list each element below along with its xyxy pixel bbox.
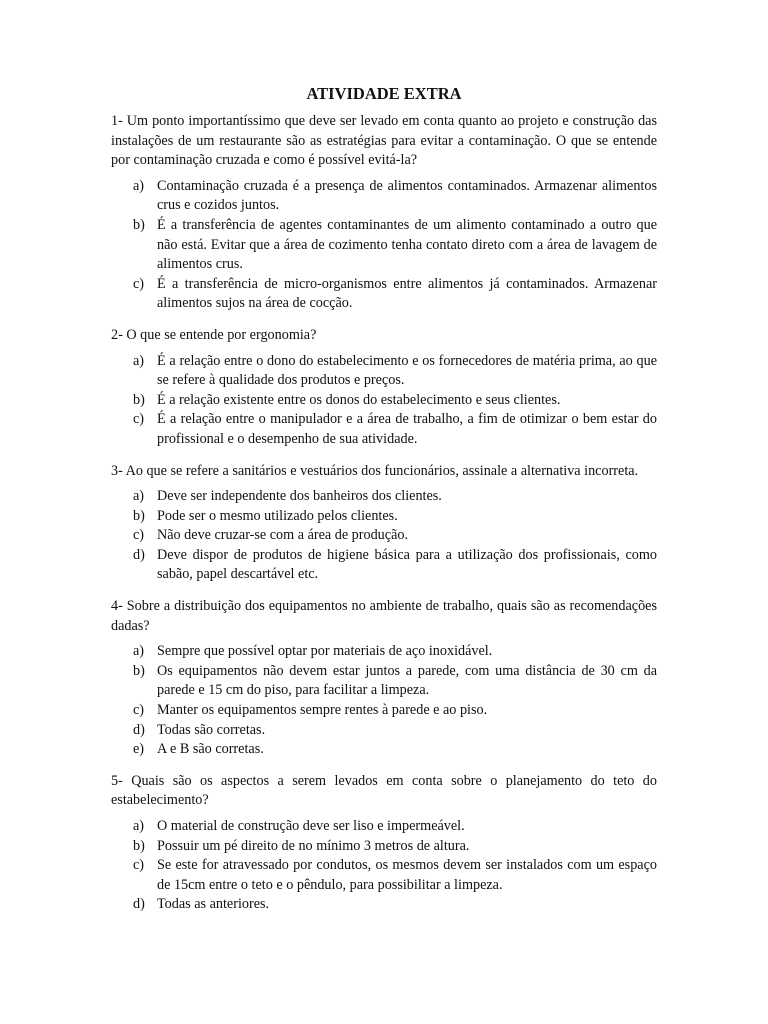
option-item [111,352,657,391]
option-letter: a) [133,643,145,660]
option-letter: b) [133,662,145,679]
option-item [111,546,657,585]
option-text: Se este for atravessado por condutos, os mesmos devem ser instalados com um espaço de 15cm entre o teto e o pêndulo, para possibilitar a limpeza. [157,857,657,893]
option-letter: b) [133,837,145,854]
option-letter: a) [133,352,145,369]
option-item [111,177,657,216]
question-2-text: 2- O que se entende por ergonomia? [111,326,317,343]
option-text: É a relação entre o manipulador e a área de trabalho, a fim de otimizar o bem estar do profissional e o desempenho de sua atividade. [157,411,657,447]
question-1 [111,112,657,314]
option-item [111,817,657,837]
question-4-text: 4- Sobre a distribuição dos equipamentos no ambiente de trabalho, quais são as recomendações dadas? [111,598,657,634]
option-letter: b) [133,216,145,233]
question-1-options [111,177,657,314]
question-5 [111,772,657,915]
option-item [111,856,657,895]
option-item [111,662,657,701]
question-5-options [111,817,657,915]
option-letter: a) [133,818,145,834]
option-item [111,391,657,411]
question-2 [111,326,657,450]
option-text: Todas são corretas. [157,721,266,738]
option-letter: b) [133,391,145,408]
document-title: ATIVIDADE EXTRA [306,84,462,103]
option-text: Sempre que possível optar por materiais de aço inoxidável. [157,643,493,660]
option-letter: d) [133,721,145,738]
option-text: O material de construção deve ser liso e impermeável. [157,818,465,834]
option-item [111,216,657,275]
option-text: Não deve cruzar-se com a área de produção. [157,527,409,544]
question-5-text: 5- Quais são os aspectos a serem levados em conta sobre o planejamento do teto do estabelecimento? [111,772,657,809]
option-item [111,507,657,527]
option-item [111,721,657,741]
question-3 [111,462,657,586]
option-item [111,275,657,314]
option-item [111,701,657,721]
option-item [111,526,657,546]
option-item [111,410,657,449]
option-text: Deve dispor de produtos de higiene básica para a utilização dos profissionais, como sabão, papel descartável etc. [157,546,657,583]
question-3-options [111,487,657,585]
question-4-options [111,642,657,760]
option-text: Pode ser o mesmo utilizado pelos clientes. [157,507,398,524]
option-letter: d) [133,896,145,913]
option-text: É a transferência de agentes contaminantes de um alimento contaminado a outro que não está. Evitar que a área de cozimento tenha contato direto com a área de lavagem de alimentos crus. [157,216,657,273]
question-1-text: 1- Um ponto importantíssimo que deve ser levado em conta quanto ao projeto e construção das instalações de um restaurante são as estratégias para evitar a contaminação. O que se entende por contaminação cruzada e como é possível evitá-la? [111,113,657,169]
document-page [111,84,657,927]
option-item [111,642,657,662]
option-text: Todas as anteriores. [157,896,270,913]
option-text: Contaminação cruzada é a presença de alimentos contaminados. Armazenar alimentos crus e cozidos juntos. [157,177,657,214]
option-item [111,895,657,915]
option-text: É a transferência de micro-organismos entre alimentos já contaminados. Armazenar alimentos sujos na área de cocção. [157,275,657,312]
option-letter: c) [133,411,145,428]
option-letter: d) [133,546,145,563]
option-item [111,487,657,507]
option-letter: e) [133,741,145,758]
option-text: Os equipamentos não devem estar juntos a parede, com uma distância de 30 cm da parede e 15 cm do piso, para facilitar a limpeza. [157,662,657,699]
option-text: Manter os equipamentos sempre rentes à parede e ao piso. [157,702,488,719]
option-letter: c) [133,702,145,719]
question-4 [111,597,657,760]
option-letter: c) [133,275,145,292]
option-text: É a relação existente entre os donos do estabelecimento e seus clientes. [157,391,561,408]
option-letter: b) [133,507,145,524]
option-letter: c) [133,857,145,874]
option-text: É a relação entre o dono do estabelecimento e os fornecedores de matéria prima, ao que se refere à qualidade dos produtos e preços. [157,352,657,389]
question-3-text: 3- Ao que se refere a sanitários e vestuários dos funcionários, assinale a alternativa incorreta. [111,462,639,479]
option-letter: a) [133,177,145,194]
option-letter: c) [133,527,145,544]
option-item [111,837,657,857]
option-text: A e B são corretas. [157,741,264,758]
question-2-options [111,352,657,450]
option-text: Possuir um pé direito de no mínimo 3 metros de altura. [157,837,470,854]
option-item [111,740,657,760]
option-letter: a) [133,488,145,505]
option-text: Deve ser independente dos banheiros dos clientes. [157,488,442,505]
